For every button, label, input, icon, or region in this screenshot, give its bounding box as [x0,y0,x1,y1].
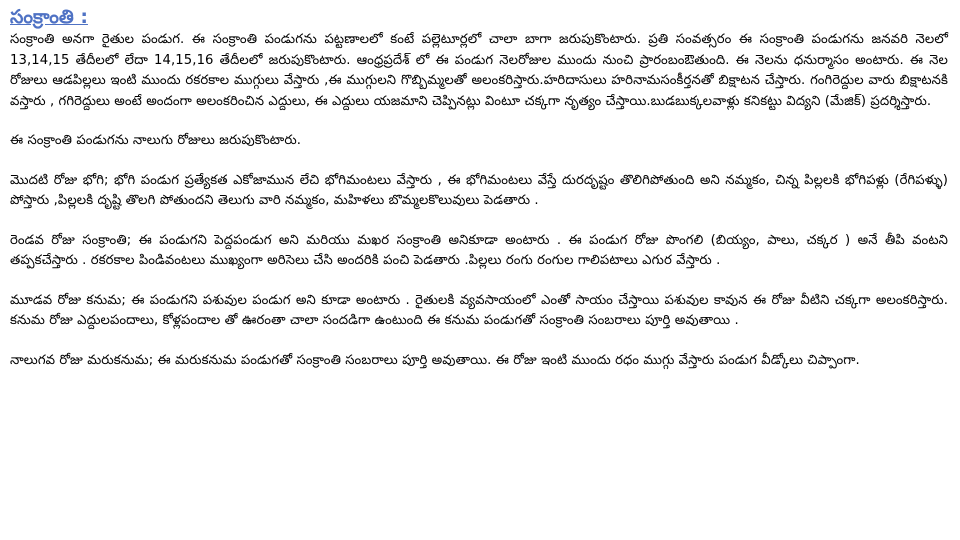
paragraph-intro: సంక్రాంతి అనగా రైతుల పండుగ. ఈ సంక్రాంతి పండుగను పట్టణాలలో కంటే పల్లెటూర్లలో చాలా బాగా జరుపుకొంటారు. ప్రతి సంవత్సరం ఈ సంక్రాంతి పండుగను జనవరి నెలలో 13,14,15 తేదీలలో లేదా 14,15,16 తేదీలలో జరుపుకొంటారు. ఆంధ్రప్రదేశ్ లో ఈ పండుగ నెలరోజుల ముందు నుంచి ప్రారంబంఔతుంది. ఈ నెలను ధనుర్మాసం అంటారు. ఈ నెల రోజులు ఆడపిల్లలు ఇంటి ముందు రకరకాల ముగ్గులు వేస్తారు ,ఈ ముగ్గులని గొబ్బిమ్మలతో అలంకరిస్తారు.హరిదాసులు హరినామసంకీర్తనతో బిక్షాటన చేస్తారు. గంగిరెద్దుల వారు బిక్షాటనకి వస్తారు , గగిరెద్దులు అంటే అందంగా అలంకరించిన ఎద్దులు, ఈ ఎద్దులు యజమాని చెప్పినట్లు వింటూ చక్కగా నృత్యం చేస్తాయి.బుడబుక్కలవాళ్లు కనికట్టు విద్యని (మేజిక్) ప్రదర్శిస్తారు. [10,32,948,109]
paragraph-four-days: ఈ సంక్రాంతి పండుగను నాలుగు రోజులు జరుపుకొంటారు. [10,133,302,148]
page-title: సంక్రాంతి : [10,6,88,28]
paragraph-day-two-sankranti: రెండవ రోజు సంక్రాంతి; ఈ పండుగని పెద్దపండుగ అని మరియు మఖర సంక్రాంతి అనికూడా అంటారు . ఈ పండుగ రోజు పొంగలి (బియ్యం, పాలు, చక్కర ) అనే తీపి వంటని తప్పకచేస్తారు . రకరకాల పిండివంటలు ముఖ్యంగా అరిసెలు చేసి అందరికి పంచి పెడతారు .పిల్లలు రంగు రంగుల గాలిపటాలు ఎగుర వేస్తారు . [10,232,948,268]
paragraph-day-one-bhogi: మొదటి రోజు భోగి; భోగి పండుగ ప్రత్యేకత ఎకోజామున లేచి భోగిమంటలు వేస్తారు , ఈ భోగిమంటలు వేస్తే దురదృష్టం తొలిగిపోతుంది అని నమ్మకం, చిన్న పిల్లలకి భోగిపళ్లు (రేగిపళ్ళు) పోస్తారు ,పిల్లలకి దృష్టి తొలగి పోతుందని తెలుగు వారి నమ్మకం, మహిళలు బొమ్మలకొలువులు పెడతారు . [10,172,948,208]
paragraph-day-four-mukkanuma: నాలుగవ రోజు మరుకనుమ; ఈ మరుకనుమ పండుగతో సంక్రాంతి సంబరాలు పూర్తి అవుతాయి. ఈ రోజు ఇంటి ముందు రధం ముగ్గు వేస్తారు పండుగ వీడ్కోలు చిప్పాంగా. [10,352,860,368]
paragraph-day-three-kanuma: మూడవ రోజు కనుమ; ఈ పండుగని పశువుల పండుగ అని కూడా అంటారు . రైతులకి వ్యవసాయంలో ఎంతో సాయం చేస్తాయి పశువుల కావున ఈ రోజు వీటిని చక్కగా అలంకరిస్తారు. కనుమ రోజు ఎద్దులపందాలు, కోళ్లపందాల తో ఊరంతా చాలా సందడిగా ఉంటుంది ఈ కనుమ పండుగతో సంక్రాంతి సంబరాలు పూర్తి అవుతాయి . [10,292,948,328]
